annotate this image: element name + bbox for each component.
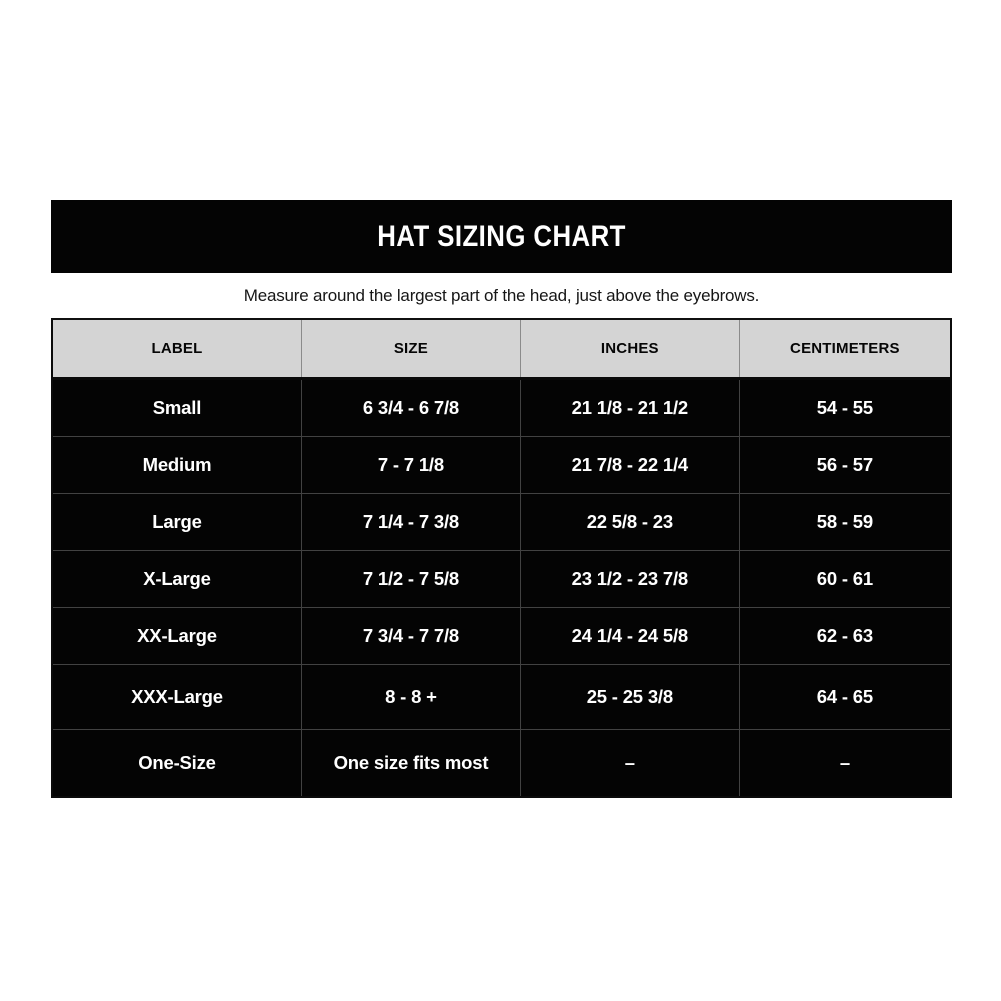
table-row-medium	[52, 437, 951, 494]
cell-label: Large	[52, 494, 301, 551]
cell-size: 7 1/2 - 7 5/8	[301, 551, 520, 608]
cell-size: 7 3/4 - 7 7/8	[301, 608, 520, 665]
title-banner	[51, 200, 952, 273]
cell-size: 6 3/4 - 6 7/8	[301, 379, 520, 437]
table-body	[52, 379, 951, 798]
cell-inches: 24 1/4 - 24 5/8	[520, 608, 739, 665]
subtitle: Measure around the largest part of the head, just above the eyebrows.	[243, 286, 760, 305]
column-header-centimeters: CENTIMETERS	[739, 319, 951, 379]
cell-label: XX-Large	[52, 608, 301, 665]
cell-centimeters: 54 - 55	[739, 379, 951, 437]
column-header-label: LABEL	[52, 319, 301, 379]
cell-inches: –	[520, 730, 739, 798]
cell-inches: 21 1/8 - 21 1/2	[520, 379, 739, 437]
column-header-inches: INCHES	[520, 319, 739, 379]
cell-centimeters: –	[739, 730, 951, 798]
cell-centimeters: 62 - 63	[739, 608, 951, 665]
cell-centimeters: 60 - 61	[739, 551, 951, 608]
cell-inches: 22 5/8 - 23	[520, 494, 739, 551]
cell-label: Medium	[52, 437, 301, 494]
table-header-row	[52, 319, 951, 379]
table-row-xx-large	[52, 608, 951, 665]
hat-sizing-table	[51, 318, 952, 798]
cell-size: 8 - 8 +	[301, 665, 520, 730]
cell-label: One-Size	[52, 730, 301, 798]
cell-centimeters: 64 - 65	[739, 665, 951, 730]
column-header-size: SIZE	[301, 319, 520, 379]
cell-inches: 21 7/8 - 22 1/4	[520, 437, 739, 494]
cell-label: XXX-Large	[52, 665, 301, 730]
cell-label: X-Large	[52, 551, 301, 608]
cell-label: Small	[52, 379, 301, 437]
cell-inches: 23 1/2 - 23 7/8	[520, 551, 739, 608]
cell-centimeters: 56 - 57	[739, 437, 951, 494]
cell-centimeters: 58 - 59	[739, 494, 951, 551]
cell-size: 7 - 7 1/8	[301, 437, 520, 494]
cell-size: One size fits most	[301, 730, 520, 798]
cell-inches: 25 - 25 3/8	[520, 665, 739, 730]
table-row-x-large	[52, 551, 951, 608]
table-row-xxx-large	[52, 665, 951, 730]
cell-size: 7 1/4 - 7 3/8	[301, 494, 520, 551]
table-row-small	[52, 379, 951, 437]
table-row-one-size	[52, 730, 951, 798]
page-title: HAT SIZING CHART	[377, 219, 626, 253]
table-row-large	[52, 494, 951, 551]
chart-content	[51, 200, 952, 798]
